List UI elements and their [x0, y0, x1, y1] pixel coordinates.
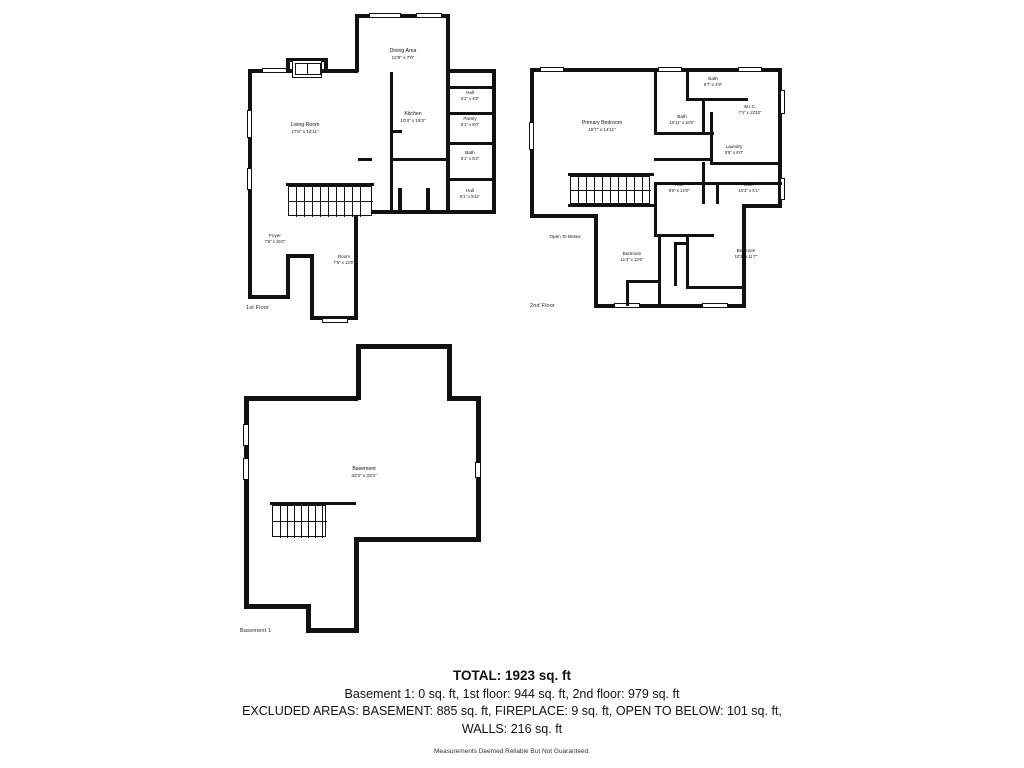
room-label: Open To Below	[549, 234, 581, 239]
wall	[716, 182, 719, 204]
window	[529, 122, 534, 150]
room-label: Bath 10'11" x 10'0"	[669, 114, 695, 125]
window	[322, 318, 348, 323]
wall	[446, 69, 496, 73]
room-label: W.I.C. 7'4" x 13'10"	[738, 104, 762, 115]
wall	[710, 112, 713, 164]
area-summary	[0, 668, 1024, 755]
room-label: Foyer 7'6" x 15'0"	[264, 233, 286, 244]
wall	[244, 396, 358, 401]
wall	[324, 58, 328, 73]
window	[369, 13, 401, 18]
column	[398, 188, 402, 210]
wall	[626, 280, 629, 306]
wall	[447, 344, 452, 400]
disclaimer: Measurements Deemed Reliable But Not Guaranteed.	[433, 747, 591, 755]
window	[247, 168, 252, 190]
wall	[270, 502, 356, 505]
wall	[446, 14, 450, 72]
fireplace	[292, 60, 322, 78]
window	[738, 67, 762, 72]
wall	[686, 98, 748, 101]
wall	[710, 162, 780, 165]
room-label: Primary Bedroom 15'7" x 14'11"	[581, 120, 623, 132]
window	[243, 458, 249, 480]
wall	[355, 14, 359, 72]
room-label: Bedroom 10'3" x 11'7"	[734, 248, 758, 259]
room-label: Bath 5'7" x 4'9"	[703, 76, 723, 87]
wall	[654, 132, 714, 135]
window	[243, 424, 249, 446]
wall	[446, 127, 450, 129]
wall	[358, 158, 372, 161]
wall	[306, 628, 359, 633]
excluded-areas-line-1: EXCLUDED AREAS: BASEMENT: 885 sq. ft, FIREPLACE: 9 sq. ft, OPEN TO BELOW: 101 sq. ft,	[242, 704, 782, 719]
room-label: Laundry 5'5" x 6'0"	[724, 144, 744, 155]
room-label: Kitchen 10'4" x 19'3"	[400, 111, 426, 123]
staircase	[272, 505, 326, 537]
wall	[626, 280, 660, 283]
wall	[354, 537, 481, 542]
wall	[568, 204, 654, 207]
wall	[686, 286, 742, 289]
wall	[530, 214, 598, 218]
wall	[654, 158, 712, 161]
wall	[674, 242, 677, 286]
wall	[286, 254, 290, 299]
wall	[654, 216, 657, 236]
wall	[310, 254, 314, 320]
wall	[390, 130, 402, 133]
floor-label-first: 1st Floor	[246, 305, 270, 311]
room-label: Hall 6'1" x 4'3"	[460, 90, 480, 101]
staircase	[570, 176, 650, 204]
wall	[447, 142, 493, 145]
room-label: Hall 8'0" x 12'8"	[668, 182, 690, 193]
room-label: Bath 6'1" x 5'2"	[460, 150, 480, 161]
wall	[447, 86, 493, 89]
window	[658, 67, 682, 72]
wall	[658, 234, 661, 306]
wall	[356, 344, 452, 349]
basement-plan	[236, 338, 496, 648]
window	[702, 303, 728, 308]
wall	[286, 183, 374, 186]
excluded-areas-line-2: WALLS: 216 sq. ft	[461, 721, 563, 736]
wall	[594, 214, 598, 308]
wall	[390, 72, 393, 210]
room-label: Bath 10'3" x 5'1"	[738, 182, 760, 193]
floor-label-basement: Basement 1	[240, 628, 272, 634]
window	[416, 13, 442, 18]
wall	[674, 242, 688, 245]
window	[780, 90, 785, 114]
wall	[742, 204, 782, 208]
wall	[354, 214, 358, 320]
wall	[446, 210, 496, 214]
floor-label-second: 2nd Floor	[530, 303, 556, 309]
room-label: Room 7'5" x 13'6"	[333, 254, 355, 265]
staircase	[288, 186, 372, 216]
window	[247, 110, 252, 138]
room-label: Dining Area 12'8" x 7'0"	[389, 48, 417, 60]
wall	[244, 604, 311, 609]
room-label: Living Room 17'8" x 14'11"	[290, 122, 320, 134]
area-breakdown: Basement 1: 0 sq. ft, 1st floor: 944 sq. ft, 2nd floor: 979 sq. ft	[344, 687, 680, 701]
wall	[286, 58, 290, 73]
wall	[778, 68, 782, 166]
column	[426, 188, 430, 210]
wall	[447, 178, 493, 181]
window	[540, 67, 564, 72]
first-floor-plan	[240, 8, 510, 318]
room-label: Hall 6'1" x 5'11"	[459, 188, 481, 199]
window	[475, 462, 481, 478]
room-label: Bedroom 11'4" x 13'6"	[620, 251, 644, 262]
second-floor-plan	[526, 62, 792, 318]
wall	[390, 158, 448, 161]
total-area: TOTAL: 1923 sq. ft	[452, 668, 572, 683]
wall	[356, 344, 361, 400]
room-label: Basement 32'3" x 33'3"	[351, 466, 377, 478]
room-label: Pantry 6'1" x 6'0"	[460, 116, 480, 127]
wall	[248, 295, 290, 299]
wall	[447, 112, 493, 115]
wall	[568, 173, 654, 176]
wall	[354, 537, 359, 633]
wall	[654, 234, 714, 237]
